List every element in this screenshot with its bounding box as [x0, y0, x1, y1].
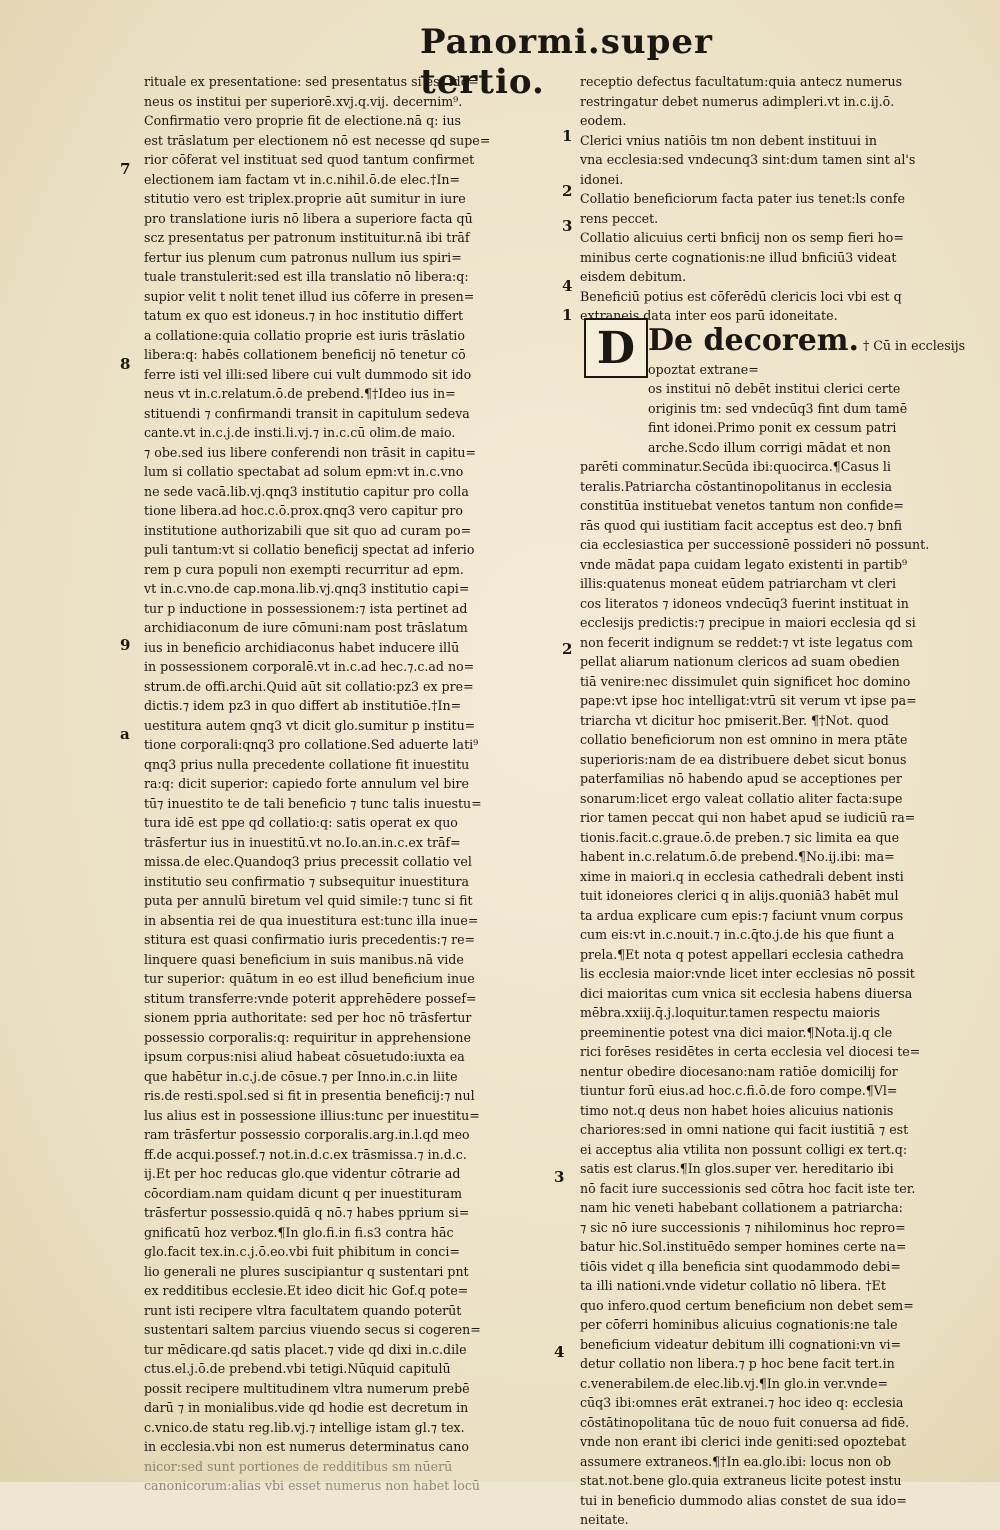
text-line: cōstātinopolitana tūc de nouo fuit conuersa ad fidē. [580, 1414, 910, 1430]
text-line: possit recipere multitudinem vltra numerum prebē [144, 1380, 470, 1396]
text-line: Collatio beneficiorum facta pater ius tenet:ls confe [580, 191, 905, 206]
text-line: a collatione:quia collatio proprie est iuris trāslatio [144, 327, 465, 343]
text-line: nentur obedire diocesano:nam ratiōe domicilij for [580, 1063, 898, 1079]
text-line: lus alius est in possessione illius:tunc per inuestitu= [144, 1107, 480, 1123]
text-line: satis est clarus.¶In glos.super ver. hereditario ibi [580, 1161, 894, 1176]
text-line: idonei. [580, 171, 624, 187]
text-line: canonicorum:alias vbi esset numerus non habet locū [144, 1478, 480, 1493]
text-line: rituale ex presentatione: sed presentatus si est ido= [144, 74, 479, 89]
text-line: possessio corporalis:q: requiritur in apprehensione [144, 1029, 471, 1045]
text-line: ipsum corpus:nisi aliud habeat cōsuetudo:iuxta ea [144, 1049, 465, 1064]
text-line: lum si collatio spectabat ad solum epm:vt in.c.vno [144, 464, 464, 479]
margin-mark: 4 [562, 277, 573, 295]
text-line: puta per annulū biretum vel quid simile:⁊ tunc si fit [144, 893, 473, 908]
margin-mark: 7 [120, 160, 131, 178]
text-line: ecclesijs predictis:⁊ precipue in maiori ecclesia qd si [580, 615, 916, 630]
text-line: quo infero.quod certum beneficium non debet sem= [580, 1297, 914, 1313]
text-line: cum eis:vt in.c.nouit.⁊ in.c.q̄to.j.de his que fiunt a [580, 927, 895, 942]
text-line: tatum ex quo est idoneus.⁊ in hoc institutio differt [144, 308, 464, 323]
text-line: rem p cura populi non exempti recurritur ad epm. [144, 561, 464, 577]
text-line: vt in.c.vno.de cap.mona.lib.vj.qnq3 institutio capi= [144, 581, 470, 596]
text-line: que habētur in.c.j.de cōsue.⁊ per Inno.in.c.in liite [144, 1068, 458, 1084]
text-line: ij.Et per hoc reducas glo.que videntur cōtrarie ad [144, 1166, 461, 1181]
text-line: uestitura autem qnq3 vt dicit glo.sumitur p institu= [144, 717, 476, 733]
text-line: lis ecclesia maior:vnde licet inter ecclesias nō possit [580, 966, 915, 981]
text-line: trāsfertur possessio.quidā q nō.⁊ habes pprium si= [144, 1205, 470, 1220]
margin-mark: 1 [562, 306, 573, 324]
margin-mark: 2 [562, 640, 573, 658]
text-line: pro translatione iuris nō libera a superiore facta qū [144, 210, 473, 226]
text-line: sustentari saltem parcius viuendo secus si cogeren= [144, 1322, 481, 1337]
text-line: est trāslatum per electionem nō est necesse qd supe= [144, 132, 491, 148]
margin-mark: 9 [120, 636, 131, 654]
text-line: cūq3 ibi:omnes erāt extranei.⁊ hoc ideo q: ecclesia [580, 1395, 904, 1410]
text-line: sionem ppria authoritate: sed per hoc nō trāsfertur [144, 1010, 472, 1025]
text-line: constitūa instituebat venetos tantum non confide= [580, 498, 904, 513]
text-line: scz presentatus per patronum instituitur.nā ibi trāf [144, 230, 470, 245]
text-line: eodem. [580, 113, 627, 128]
margin-mark: 3 [562, 217, 573, 235]
margin-mark: a [120, 725, 130, 743]
margin-mark: 2 [562, 182, 573, 200]
text-line: ei acceptus alia vtilita non possunt colligi ex tert.q: [580, 1141, 908, 1157]
text-line: xime in maiori.q in ecclesia cathedrali debent insti [580, 868, 904, 884]
text-line: supior velit t nolit tenet illud ius cōferre in presen= [144, 288, 475, 304]
text-line: vnde non erant ibi clerici inde geniti:sed opoztebat [580, 1434, 907, 1449]
text-line: prela.¶Et nota q potest appellari ecclesia cathedra [580, 946, 904, 962]
text-line: stitum transferre:vnde poterit apprehēdere possef= [144, 990, 477, 1006]
text-line: gnificatū hoz verboz.¶In glo.fi.in fi.s3 contra hāc [144, 1224, 454, 1240]
text-line: tur superior: quātum in eo est illud beneficium inue [144, 971, 475, 986]
text-line: nicor:sed sunt portiones de redditibus sm nūerū [144, 1458, 453, 1474]
text-line: mēbra.xxiij.q̄.j.loquitur.tamen respectu maioris [580, 1005, 881, 1020]
text-line: detur collatio non libera.⁊ p hoc bene facit tert.in [580, 1356, 895, 1371]
text-line: c.venerabilem.de elec.lib.vj.¶In glo.in ver.vnde= [580, 1375, 889, 1391]
text-line: tur p inductione in possessionem:⁊ ista pertinet ad [144, 600, 468, 616]
text-line: rens peccet. [580, 210, 659, 226]
text-line: lio generali ne plures suscipiantur q sustentari pnt [144, 1263, 469, 1279]
text-line: teralis.Patriarcha cōstantinopolitanus in ecclesia [580, 478, 892, 494]
initial-adjacent-lines [580, 360, 984, 458]
text-line: vnde mādat papa cuidam legato existenti in partib⁹ [580, 556, 908, 572]
text-line: nō facit iure successionis sed cōtra hoc facit iste ter. [580, 1180, 916, 1196]
text-line: tura idē est ppe qd collatio:q: satis operat ex quo [144, 815, 458, 830]
text-line: ex redditibus ecclesie.Et ideo dicit hic Gof.q pote= [144, 1283, 469, 1298]
margin-mark: 1 [562, 127, 573, 145]
text-line: tiuntur forū eius.ad hoc.c.fi.ō.de foro compe.¶Vl= [580, 1083, 898, 1098]
text-line: pellat aliarum nationum clericos ad suam obedien [580, 654, 900, 669]
text-line: illis:quatenus moneat eūdem patriarcham vt cleri [580, 576, 896, 591]
text-line: tione libera.ad hoc.c.ō.prox.qnq3 vero capitur pro [144, 503, 464, 518]
text-line: cos literatos ⁊ idoneos vndecūq3 fuerint instituat in [580, 595, 909, 611]
text-line: tur mēdicare.qd satis placet.⁊ vide qd dixi in.c.dile [144, 1341, 467, 1357]
text-line: libera:q: habēs collationem beneficij nō tenetur cō [144, 347, 466, 362]
text-line: glo.facit tex.in.c.j.ō.eo.vbi fuit phibitum in conci= [144, 1244, 460, 1259]
text-line: originis tm: sed vndecūq3 fint dum tamē [648, 400, 908, 416]
text-line: paterfamilias nō habendo apud se acceptiones per [580, 771, 902, 786]
text-line: ff.de acqui.possef.⁊ not.in.d.c.ex trāsmissa.⁊ in.d.c. [144, 1146, 467, 1162]
text-line: linquere quasi beneficium in suis manibus.nā vide [144, 951, 464, 967]
text-line: ne sede vacā.lib.vj.qnq3 institutio capitur pro colla [144, 483, 469, 499]
text-line: triarcha vt dicitur hoc pmiserit.Ber. ¶†Not. quod [580, 712, 889, 728]
text-line: chariores:sed in omni natione qui facit iustitiā ⁊ est [580, 1122, 909, 1137]
text-line: ius in beneficio archidiaconus habet inducere illū [144, 639, 460, 655]
text-line: ⁊ sic nō iure successionis ⁊ nihilominus hoc repro= [580, 1219, 906, 1235]
text-line: c.vnico.de statu reg.lib.vj.⁊ intellige istam gl.⁊ tex. [144, 1419, 465, 1435]
text-line: in ecclesia.vbi non est numerus determinatus cano [144, 1439, 469, 1454]
text-line: os institui nō debēt institui clerici certe [648, 381, 901, 396]
text-line: parēti comminatur.Secūda ibi:quocirca.¶Casus li [580, 459, 891, 474]
text-line: restringatur debet numerus adimpleri.vt in.c.ij.ō. [580, 93, 895, 109]
text-line: stat.not.bene glo.quia extraneus licite potest instu [580, 1473, 902, 1488]
text-line: tū⁊ inuestito te de tali beneficio ⁊ tunc talis inuestu= [144, 795, 482, 811]
text-line: timo not.q deus non habet hoies alicuius nationis [580, 1102, 894, 1118]
text-line: arche.Scdo illum corrigi mādat et non [648, 439, 891, 455]
text-line: extraneis data inter eos parū idoneitate. [580, 308, 838, 323]
text-line: Beneficiū potius est cōferēdū clericis loci vbi est q [580, 288, 902, 304]
text-line: qnq3 prius nulla precedente collatione fit inuestitu [144, 756, 470, 772]
text-line: dici maioritas cum vnica sit ecclesia habens diuersa [580, 985, 913, 1001]
text-line: ferre isti vel illi:sed libere cui vult dummodo sit ido [144, 366, 472, 382]
text-line: tionis.facit.c.graue.ō.de preben.⁊ sic limita ea que [580, 829, 900, 845]
text-line: institutione authorizabili que sit quo ad curam po= [144, 522, 472, 538]
text-line: sonarum:licet ergo valeat collatio aliter facta:supe [580, 790, 903, 806]
text-line: neus vt in.c.relatum.ō.de prebend.¶†Ideo ius in= [144, 386, 456, 401]
text-line: tuale transtulerit:sed est illa translatio nō libera:q: [144, 269, 469, 284]
text-line: per cōferri hominibus alicuius cognationis:ne tale [580, 1317, 898, 1332]
text-line: rās quod qui iustitiam facit acceptus est deo.⁊ bnfi [580, 517, 903, 533]
text-line: superioris:nam de ea distribuere debet sicut bonus [580, 751, 907, 767]
text-line: tione corporali:qnq3 pro collatione.Sed aduerte lati⁹ [144, 737, 479, 752]
heading-line-text: † Cū in ecclesijs [862, 337, 966, 353]
text-line: fint idonei.Primo ponit ex cessum patri [648, 420, 897, 435]
text-line: neitate. [580, 1512, 629, 1527]
text-line: Clerici vnius natiōis tm non debent instituui in [580, 132, 878, 148]
text-line: electionem iam factam vt in.c.nihil.ō.de elec.†In= [144, 171, 461, 187]
text-line: institutio seu confirmatio ⁊ subsequitur inuestitura [144, 873, 470, 889]
text-line: puli tantum:vt si collatio beneficij spectat ad inferio [144, 542, 475, 557]
text-line: ta illi nationi.vnde videtur collatio nō libera. †Et [580, 1278, 886, 1293]
text-line: cia ecclesiastica per successionē possideri nō possunt. [580, 537, 930, 552]
text-line: tuit idoneiores clerici q in alijs.quoniā3 habēt mul [580, 888, 899, 903]
text-line: tiā venire:nec dissimulet quin significet hoc domino [580, 673, 911, 689]
text-line: fertur ius plenum cum patronus nullum ius spiri= [144, 249, 462, 265]
right-column [580, 72, 984, 1527]
text-line: habent in.c.relatum.ō.de prebend.¶No.ij.ibi: ma= [580, 849, 895, 864]
text-line: receptio defectus facultatum:quia antecz numerus [580, 74, 903, 89]
text-line: rior tamen peccat qui non habet apud se iudiciū ra= [580, 810, 916, 825]
text-line: ris.de resti.spol.sed si fit in presentia beneficij:⁊ nul [144, 1088, 475, 1103]
text-line: minibus certe cognationis:ne illud bnficiū3 videat [580, 249, 897, 265]
text-line: tiōis videt q illa beneficia sint quodammodo debi= [580, 1258, 901, 1274]
text-line: trāsfertur ius in inuestitū.vt no.Io.an.in.c.ex trāf= [144, 834, 461, 850]
text-line: Confirmatio vero proprie fit de electione.nā q: ius [144, 113, 462, 128]
section-heading: De decorem. [648, 322, 859, 358]
text-line: stitura est quasi confirmatio iuris precedentis:⁊ re= [144, 932, 476, 947]
text-line: runt isti recipere vltra facultatem quando poterūt [144, 1302, 462, 1318]
margin-mark: 4 [554, 1343, 565, 1361]
text-line: beneficium videatur debitum illi cognationi:vn vi= [580, 1336, 902, 1352]
text-line: cōcordiam.nam quidam dicunt q per inuestituram [144, 1185, 463, 1201]
text-line: archidiaconum de iure cōmuni:nam post trāslatum [144, 620, 468, 635]
text-line: nam hic veneti habebant collationem a patriarcha: [580, 1200, 903, 1215]
text-line: Collatio alicuius certi bnficij non os semp fieri ho= [580, 230, 904, 245]
text-line: pape:vt ipse hoc intelligat:vtrū sit verum vt ipse pa= [580, 693, 917, 708]
text-line: darū ⁊ in monialibus.vide qd hodie est decretum in [144, 1400, 469, 1415]
section-heading-line [580, 322, 984, 360]
text-line: ⁊ obe.sed ius libere conferendi non trāsit in capitu= [144, 444, 477, 460]
text-line: non fecerit indignum se reddet:⁊ vt iste legatus com [580, 634, 913, 650]
right-column-commentary [580, 457, 984, 1530]
text-line: vna ecclesia:sed vndecunq3 sint:dum tamen sint al's [580, 152, 916, 167]
text-line: collatio beneficiorum non est omnino in mera ptāte [580, 732, 908, 747]
text-line: preeminentie potest vna dici maior.¶Nota.ij.q cle [580, 1024, 893, 1040]
text-line: assumere extraneos.¶†In ea.glo.ibi: locus non ob [580, 1453, 892, 1469]
text-line: strum.de offi.archi.Quid aūt sit collatio:pz3 ex pre= [144, 678, 474, 694]
margin-mark: 3 [554, 1168, 565, 1186]
text-line: stitutio vero est triplex.proprie aūt sumitur in iure [144, 191, 466, 206]
running-head: Panormi.super tertio. [420, 22, 713, 102]
text-line: ra:q: dicit superior: capiedo forte annulum vel bire [144, 776, 469, 791]
text-line: ram trāsfertur possessio corporalis.arg.in.l.qd meo [144, 1127, 470, 1142]
text-line: rici forēses residētes in certa ecclesia vel diocesi te= [580, 1044, 921, 1059]
text-line: dictis.⁊ idem pz3 in quo differt ab institutiōe.†In= [144, 698, 462, 713]
text-line: batur hic.Sol.instituēdo semper homines certe na= [580, 1239, 907, 1254]
text-line: ta ardua explicare cum epis:⁊ faciunt vnum corpus [580, 907, 904, 923]
text-line: cante.vt in.c.j.de insti.li.vj.⁊ in.c.cū olim.de maio. [144, 425, 456, 440]
left-column [144, 72, 544, 1493]
text-line: eisdem debitum. [580, 269, 687, 284]
right-column-summaries [580, 72, 984, 326]
text-line: ctus.el.j.ō.de prebend.vbi tetigi.Nūquid capitulū [144, 1361, 451, 1376]
text-line: in possessionem corporalē.vt in.c.ad hec.⁊.c.ad no= [144, 659, 475, 674]
text-line: opoztat extrane= [648, 361, 759, 377]
text-line: neus os institui per superiorē.xvj.q.vij. decernim⁹. [144, 93, 463, 109]
text-line: stituendi ⁊ confirmandi transit in capitulum sedeva [144, 405, 470, 421]
decorated-initial: D [584, 318, 648, 378]
text-line: in absentia rei de qua inuestitura est:tunc illa inue= [144, 912, 479, 928]
text-line: rior cōferat vel instituat sed quod tantum confirmet [144, 152, 475, 167]
text-line: missa.de elec.Quandoq3 prius precessit collatio vel [144, 854, 472, 869]
text-line: tui in beneficio dummodo alias constet de sua ido= [580, 1492, 907, 1508]
margin-mark: 8 [120, 355, 131, 373]
